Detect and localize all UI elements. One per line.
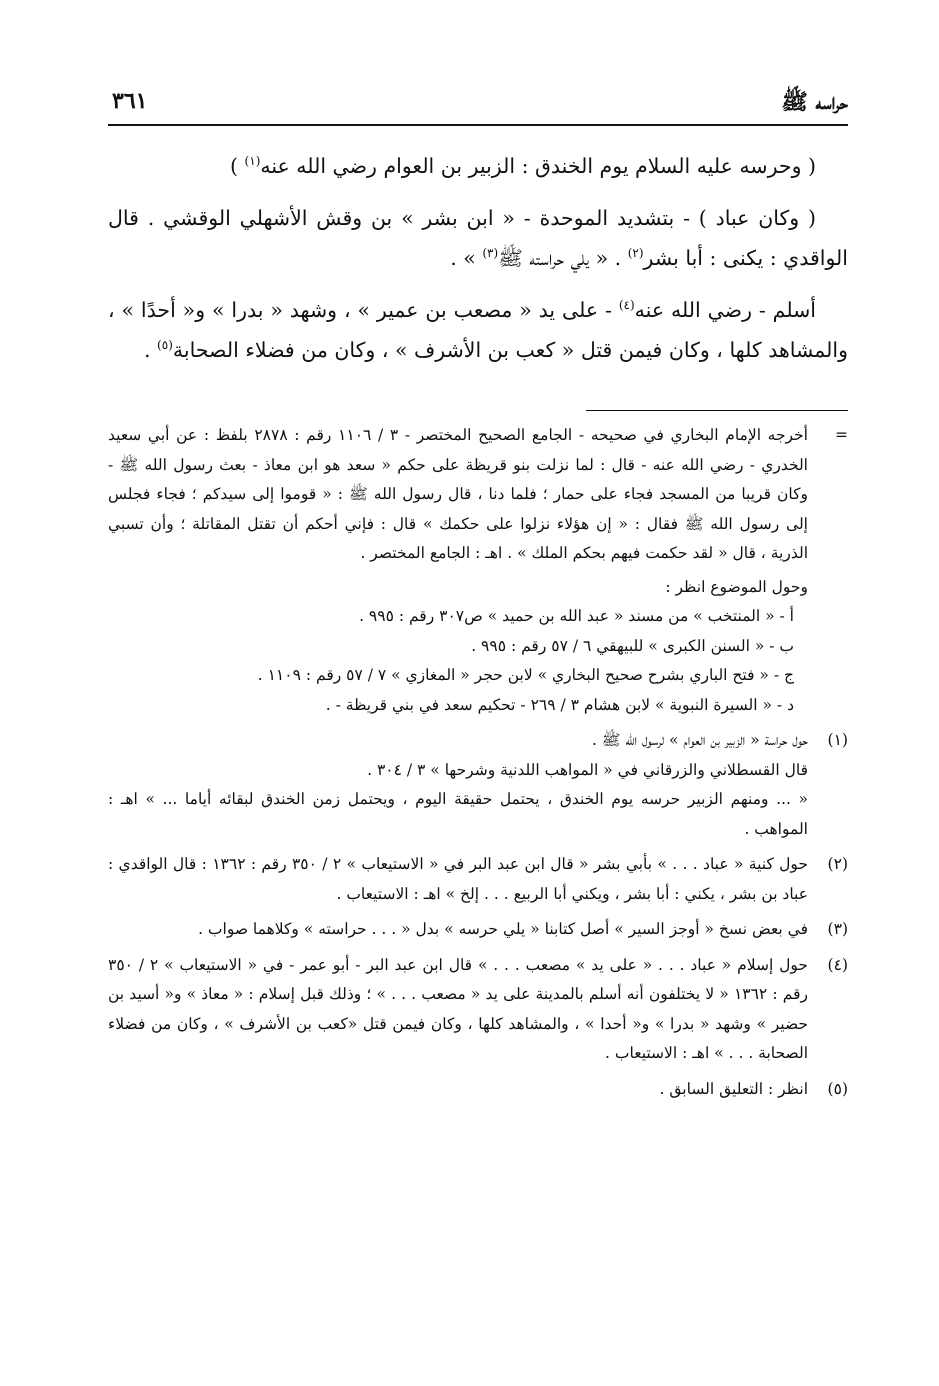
footnote-continued-line: أخرجه الإمام البخاري في صحيحه - الجامع الصحيح المختصر - ٣ / ١١٠٦ رقم : ٢٨٧٨ بلفظ : عن أبي سعيد الخدري - رضي الله عنه - قال : لما نزلت بنو قريظة على حكم « سعد هو ابن معاذ - بعث رسول الله ﷺ - وكان قريبا من المسجد فجاء على حمار ؛ فلما دنا ، قال رسول الله ﷺ : « قوموا إلى سيدكم ؛ فجاء فجلس إلى رسول الله ﷺ فقال : « إن هؤلاء نزلوا على حكمك » قال : فإني أحكم أن تقتل المقاتلة ؛ وأن تسبي الذرية ، قال « لقد حكمت فيهم بحكم الملك » . اهـ : الجامع المختصر .	[108, 426, 808, 562]
main-text	[108, 146, 848, 370]
footnote-2	[108, 850, 848, 909]
footnote-continued	[108, 421, 848, 720]
paragraph-2-text-a: ( وكان عباد ) - بتشديد الموحدة - « ابن بشر » بن وقش الأشهلي الوقشي . قال الواقدي : يكنى : أبا بشر	[108, 206, 848, 270]
footnote-2-marker: (٢)	[827, 855, 848, 873]
page-number: ٣٦١	[112, 88, 148, 114]
footnote-continued-marker: =	[835, 426, 848, 444]
paragraph-2	[108, 198, 848, 278]
footnote-3	[108, 915, 848, 945]
paragraph-1-tail: )	[230, 154, 245, 178]
footnote-5-marker: (٥)	[827, 1079, 848, 1098]
footnote-continued-line: ج - « فتح الباري بشرح صحيح البخاري » لابن حجر « المغازي » ٧ / ٥٧ رقم : ١١٠٩ .	[257, 666, 794, 684]
paragraph-1-text: ( وحرسه عليه السلام يوم الخندق : الزبير بن العوام رضي الله عنه	[260, 154, 816, 178]
footnote-continued-line: ب - « السنن الكبرى » للبيهقي ٦ / ٥٧ رقم : ٩٩٥ .	[471, 636, 794, 655]
paragraph-2-text-b: . « يلي حراسته ﷺ	[498, 246, 628, 270]
page-header	[108, 78, 848, 122]
footnote-1-line: حول حراسة « الزبير بن العوام » لرسول الله ﷺ .	[591, 731, 808, 749]
paragraph-3-text-a: أسلم - رضي الله عنه	[634, 298, 816, 322]
book-page	[108, 78, 848, 1110]
paragraph-3	[108, 290, 848, 370]
paragraph-3-text-b: - على يد « مصعب بن عمير » ، وشهد « بدرا » و« أحدًا » ، والمشاهد كلها ، وكان فيمن قتل « كعب بن الأشرف » ، وكان من فضلاء الصحابة	[108, 298, 848, 362]
footnote-ref-4: (٤)	[618, 298, 635, 313]
footnote-1-marker: (١)	[827, 731, 848, 749]
running-title: حراسه ﷺ	[781, 89, 848, 115]
footnote-2-text: حول كنية « عباد . . . » بأبي بشر « قال ابن عبد البر في « الاستيعاب » ٢ / ٣٥٠ رقم : ١٣٦٢ : قال الواقدي : عباد بن بشر ، يكني : أبا بشر ، ويكني أبا الربيع . . . إلخ » اهـ : الاستيعاب .	[108, 855, 808, 903]
footnote-continued-line: د - « السيرة النبوية » لابن هشام ٣ / ٢٦٩ - تحكيم سعد في بني قريظة - .	[325, 695, 794, 714]
footnote-4	[108, 951, 848, 1069]
footnote-continued-line: وحول الموضوع انظر :	[665, 577, 808, 596]
footnote-3-marker: (٣)	[827, 920, 848, 938]
footnote-continued-line: أ - « المنتخب » من مسند « عبد الله بن حميد » ص٣٠٧ رقم : ٩٩٥ .	[359, 607, 794, 625]
footnote-4-text: حول إسلام « عباد . . . « على يد » مصعب . . . » قال ابن عبد البر - أبو عمر - في « الاستيعاب » ٢ / ٣٥٠ رقم : ١٣٦٢ « لا يختلفون أنه أسلم بالمدينة على يد « مصعب . . . » ؛ وذلك قبل إسلام : « معاذ » و« أسيد بن حضير » وشهد « بدرا » و« أحدا » ، والمشاهد كلها ، وكان فيمن قتل «كعب بن الأشرف » ، وكان من فضلاء الصحابة . . . » اهـ : الاستيعاب .	[108, 955, 808, 1062]
footnote-ref-1: (١)	[244, 154, 261, 169]
header-rule	[108, 124, 848, 126]
footnote-1-line: قال القسطلاني والزرقاني في « المواهب اللدنية وشرحها » ٣ / ٣٠٤ .	[367, 760, 808, 779]
paragraph-3-text-c: .	[144, 338, 158, 362]
footnote-4-marker: (٤)	[827, 955, 848, 974]
footnotes	[108, 421, 848, 1104]
footnote-5	[108, 1075, 848, 1105]
paragraph-2-text-c: » .	[450, 246, 483, 270]
footnote-5-text: انظر : التعليق السابق .	[659, 1079, 808, 1098]
footnote-ref-5: (٥)	[157, 338, 173, 353]
footnote-separator	[586, 410, 848, 411]
footnote-1	[108, 726, 848, 844]
footnote-ref-2: (٢)	[627, 246, 644, 261]
footnote-ref-3: (٣)	[482, 246, 499, 261]
footnote-3-text: في بعض نسخ « أوجز السير » أصل كتابنا « يلي حرسه » بدل « . . . حراسته » وكلاهما صواب .	[198, 920, 808, 938]
paragraph-1	[108, 146, 848, 186]
footnote-1-line: « ... ومنهم الزبير حرسه يوم الخندق ، يحتمل حقيقة اليوم ، ويحتمل زمن الخندق لبقائه أياما ... » اهـ : المواهب .	[108, 790, 808, 838]
